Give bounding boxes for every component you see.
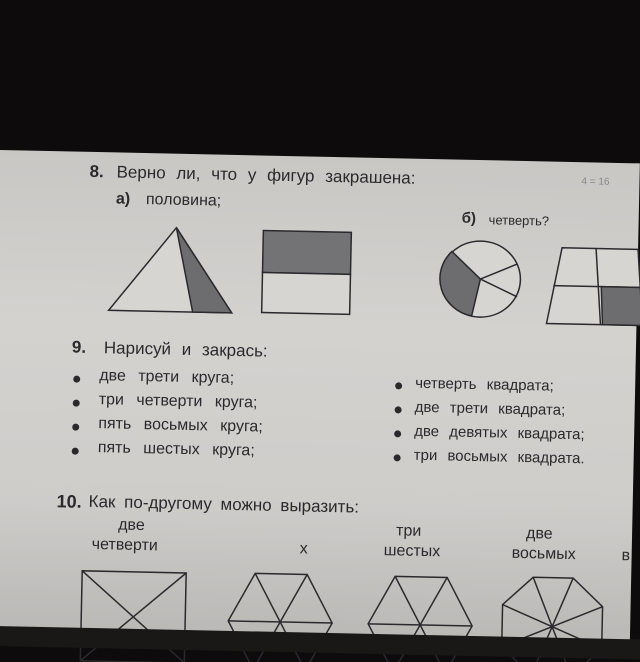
list-item: четверть квадрата; xyxy=(415,374,554,395)
list-bullet xyxy=(394,430,401,437)
task8-a-text: половина; xyxy=(145,191,222,210)
task8-question: Верно ли, что у фигур закрашена: xyxy=(116,162,416,188)
trapezoid-figure xyxy=(544,245,640,327)
label-line2: шестых xyxy=(383,542,441,561)
list-bullet xyxy=(395,406,402,413)
list-bullet xyxy=(394,454,401,461)
list-bullet xyxy=(73,400,80,407)
list-item: три четверти круга; xyxy=(98,391,258,412)
task10-title: Как по-другому можно выразить: xyxy=(88,491,360,517)
task8-b-text: четверть? xyxy=(488,212,550,229)
label-line2: х xyxy=(299,540,308,558)
label-line1: две xyxy=(117,516,145,535)
list-item: три восьмых квадрата. xyxy=(413,446,585,468)
list-bullet xyxy=(72,448,79,455)
label-line2: четверти xyxy=(91,536,158,555)
list-item: две трети квадрата; xyxy=(414,398,566,419)
triangle-figure xyxy=(107,224,239,317)
task8-number: 8. xyxy=(89,161,104,182)
list-bullet xyxy=(395,382,402,389)
rectangle-half-figure xyxy=(261,230,355,318)
label-line1: две xyxy=(525,525,553,543)
task8-a-label: а) xyxy=(115,190,131,208)
label-line2: восьмых xyxy=(511,544,576,564)
circle-figure xyxy=(437,237,529,321)
corner-text: 4 = 16 xyxy=(581,176,610,188)
task10-number: 10. xyxy=(56,491,82,512)
list-bullet xyxy=(73,376,80,383)
task9-title: Нарисуй и закрась: xyxy=(103,338,268,361)
textbook-page xyxy=(0,150,640,653)
list-item: пять восьмых круга; xyxy=(98,415,263,436)
label-line1: три xyxy=(395,522,422,540)
label-line2: в xyxy=(621,547,631,565)
list-bullet xyxy=(72,424,79,431)
list-item: две девятых квадрата; xyxy=(414,422,585,444)
list-item: пять шестых круга; xyxy=(97,439,255,460)
list-item: две трети круга; xyxy=(99,367,235,387)
task8-b-label: б) xyxy=(461,209,477,227)
task9-number: 9. xyxy=(71,337,87,357)
